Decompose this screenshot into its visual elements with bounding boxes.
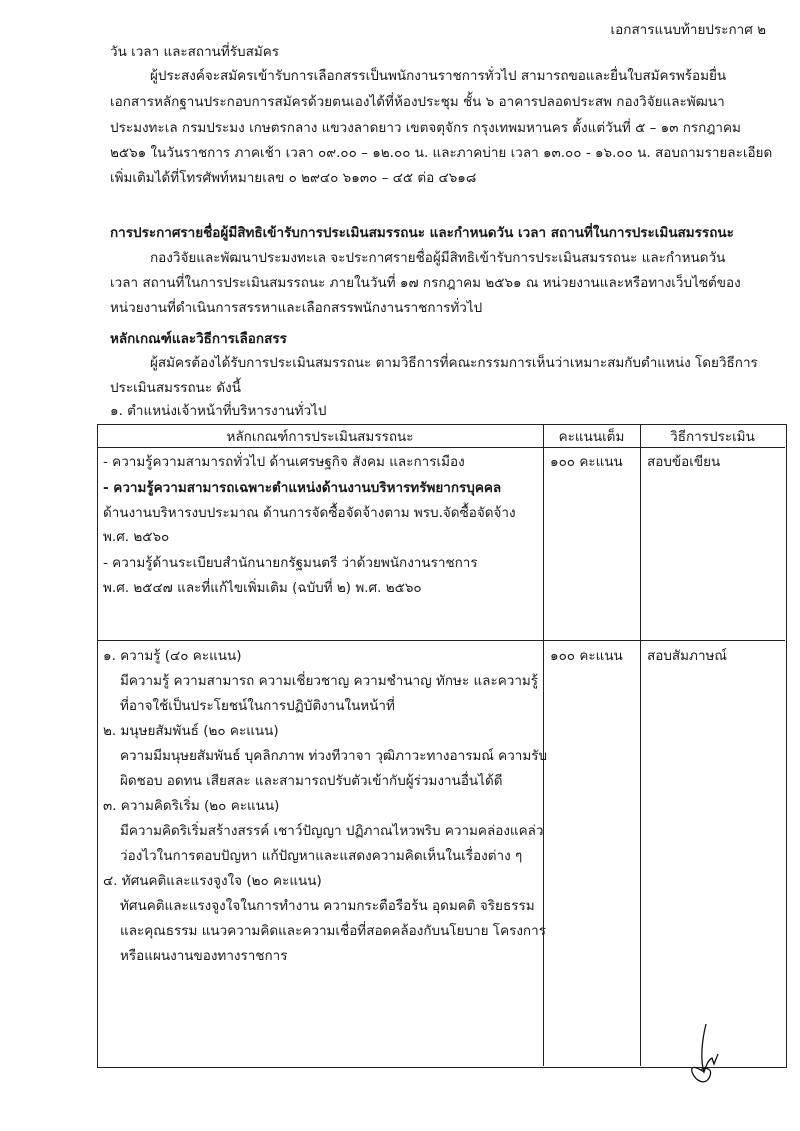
score-cell: ๑๐๐ คะแนน — [550, 454, 623, 470]
paragraph-line: ผู้ประสงค์จะสมัครเข้ารับการเลือกสรรเป็นพนักงานราชการทั่วไป สามารถขอและยื่นใบสมัครพร้อมยื่น — [150, 68, 727, 84]
position-title: ๑. ตำแหน่งเจ้าหน้าที่บริหารงานทั่วไป — [110, 403, 327, 419]
criteria-line: มีความคิดริเริ่มสร้างสรรค์ เชาว์ปัญญา ปฏิภาณไหวพริบ ความคล่องแคล่ว — [120, 823, 544, 839]
criteria-line: ผิดชอบ อดทน เสียสละ และสามารถปรับตัวเข้ากับผู้ร่วมงานอื่นได้ดี — [120, 773, 503, 789]
section-heading: การประกาศรายชื่อผู้มีสิทธิเข้ารับการประเมินสมรรถนะ และกำหนดวัน เวลา สถานที่ในการประเมินสมรรถนะ — [110, 225, 734, 241]
paragraph-line: ประมงทะเล กรมประมง เกษตรกลาง แขวงลาดยาว เขตจตุจักร กรุงเทพมหานคร ตั้งแต่วันที่ ๕ – ๑๓ กรกฎาคม — [110, 120, 741, 136]
header-method: วิธีการประเมิน — [670, 429, 755, 445]
criteria-line: ๑. ความรู้ (๔๐ คะแนน) — [103, 648, 242, 664]
criteria-line: ๔. ทัศนคติและแรงจูงใจ (๒๐ คะแนน) — [103, 873, 322, 889]
method-cell: สอบสัมภาษณ์ — [647, 648, 727, 664]
paragraph-line: เอกสารหลักฐานประกอบการสมัครด้วยตนเองได้ที่ห้องประชุม ชั้น ๖ อาคารปลอดประสพ กองวิจัยและพัฒนา — [110, 94, 725, 110]
column-divider — [640, 424, 641, 1066]
signature — [678, 1020, 738, 1090]
section-heading: วัน เวลา และสถานที่รับสมัคร — [110, 44, 280, 60]
paragraph-line: ผู้สมัครต้องได้รับการประเมินสมรรถนะ ตามวิธีการที่คณะกรรมการเห็นว่าเหมาะสมกับตำแหน่ง โดยวิธีการ — [150, 355, 758, 371]
criteria-line: ความมีมนุษยสัมพันธ์ บุคลิกภาพ ท่วงทีวาจา วุฒิภาวะทางอารมณ์ ความรับ — [120, 748, 548, 764]
criteria-line: พ.ศ. ๒๕๖๐ — [103, 529, 170, 545]
paragraph-line: เวลา สถานที่ในการประเมินสมรรถนะ ภายในวันที่ ๑๗ กรกฎาคม ๒๕๖๑ ณ หน่วยงานและหรือทางเว็บไซต์ของ — [110, 275, 741, 291]
header-criteria: หลักเกณฑ์การประเมินสมรรถนะ — [226, 429, 414, 445]
criteria-line: ว่องไวในการตอบปัญหา แก้ปัญหาและแสดงความคิดเห็นในเรื่องต่าง ๆ — [120, 848, 523, 864]
criteria-line: พ.ศ. ๒๕๔๗ และที่แก้ไขเพิ่มเติม (ฉบับที่ ๒) พ.ศ. ๒๕๖๐ — [103, 580, 422, 596]
criteria-line: - ความรู้ด้านระเบียบสำนักนายกรัฐมนตรี ว่าด้วยพนักงานราชการ — [103, 555, 478, 571]
method-cell: สอบข้อเขียน — [647, 454, 721, 470]
column-divider — [543, 424, 544, 1066]
header-score: คะแนนเต็ม — [558, 429, 625, 445]
paragraph-line: ประเมินสมรรถนะ ดังนี้ — [110, 380, 241, 396]
paragraph-line: ๒๕๖๑ ในวันราชการ ภาคเช้า เวลา ๐๙.๐๐ – ๑๒.๐๐ น. และภาคบ่าย เวลา ๑๓.๐๐ - ๑๖.๐๐ น. สอบถามรายละเอียด — [110, 145, 773, 161]
criteria-line: หรือแผนงานของทางราชการ — [120, 948, 288, 964]
paragraph-line: เพิ่มเติมได้ที่โทรศัพท์หมายเลข ๐ ๒๙๔๐ ๖๑๓๐ – ๔๕ ต่อ ๔๖๑๘ — [110, 170, 477, 186]
criteria-line: ๒. มนุษยสัมพันธ์ (๒๐ คะแนน) — [103, 723, 279, 739]
row-divider — [97, 640, 785, 641]
paragraph-line: หน่วยงานที่ดำเนินการสรรหาและเลือกสรรพนักงานราชการทั่วไป — [110, 300, 483, 316]
score-cell: ๑๐๐ คะแนน — [550, 648, 623, 664]
criteria-line: - ความรู้ความสามารถเฉพาะตำแหน่งด้านงานบริหารทรัพยากรบุคคล — [103, 480, 502, 496]
paragraph-line: กองวิจัยและพัฒนาประมงทะเล จะประกาศรายชื่อผู้มีสิทธิเข้ารับการประเมินสมรรถนะ และกำหนดวัน — [150, 250, 726, 266]
criteria-line: ทัศนคติและแรงจูงใจในการทำงาน ความกระตือรือร้น อุดมคติ จริยธรรม — [120, 898, 535, 914]
document-label: เอกสารแนบท้ายประกาศ ๒ — [610, 22, 766, 38]
criteria-line: ด้านงานบริหารงบประมาณ ด้านการจัดซื้อจัดจ้างตาม พรบ.จัดซื้อจัดจ้าง — [103, 505, 516, 521]
criteria-line: ๓. ความคิดริเริ่ม (๒๐ คะแนน) — [103, 798, 280, 814]
criteria-line: - ความรู้ความสามารถทั่วไป ด้านเศรษฐกิจ สังคม และการเมือง — [103, 454, 465, 470]
criteria-line: และคุณธรรม แนวความคิดและความเชื่อที่สอดคล้องกับนโยบาย โครงการ — [120, 923, 546, 939]
criteria-line: มีความรู้ ความสามารถ ความเชี่ยวชาญ ความชำนาญ ทักษะ และความรู้ — [120, 673, 539, 689]
section-heading: หลักเกณฑ์และวิธีการเลือกสรร — [110, 331, 287, 347]
header-divider — [97, 447, 785, 448]
criteria-line: ที่อาจใช้เป็นประโยชน์ในการปฏิบัติงานในหน้าที่ — [120, 698, 395, 714]
